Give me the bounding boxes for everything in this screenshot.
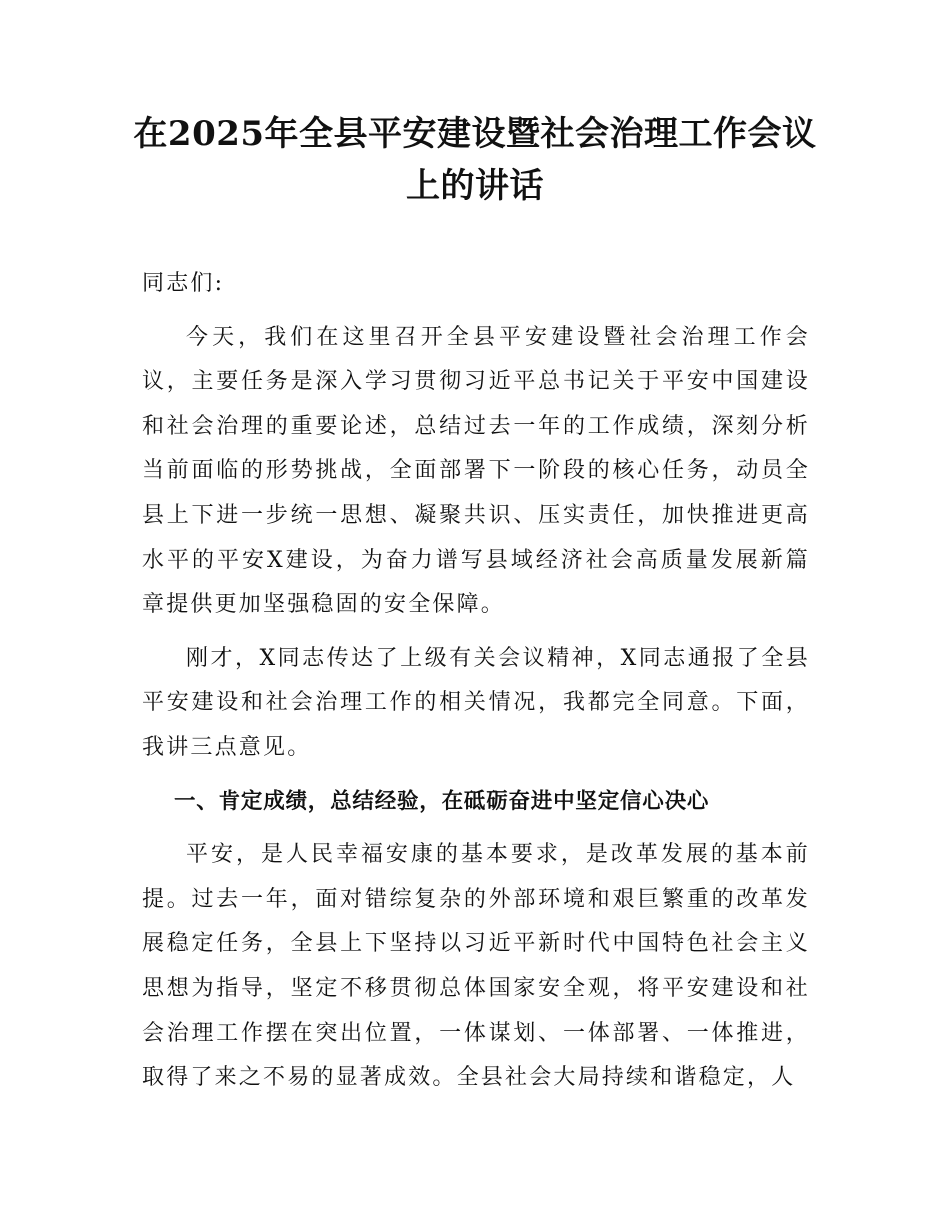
document-body <box>142 262 810 1110</box>
paragraph-agenda: 刚才，X同志传达了上级有关会议精神，X同志通报了全县平安建设和社会治理工作的相关情况，我都完全同意。下面，我讲三点意见。 <box>142 645 810 760</box>
section-heading-1: 一、肯定成绩，总结经验，在砥砺奋进中坚定信心决心 <box>174 788 710 814</box>
document-title: 在2025年全县平安建设暨社会治理工作会议上的讲话 <box>133 114 817 206</box>
paragraph-intro: 今天，我们在这里召开全县平安建设暨社会治理工作会议，主要任务是深入学习贯彻习近平总书记关于平安中国建设和社会治理的重要论述，总结过去一年的工作成绩，深刻分析当前面临的形势挑战，全面部署下一阶段的核心任务，动员全县上下进一步统一思想、凝聚共识、压实责任，加快推进更高水平的平安X建设，为奋力谱写县域经济社会高质量发展新篇章提供更加坚强稳固的安全保障。 <box>142 324 810 618</box>
section-1-paragraph: 平安，是人民幸福安康的基本要求，是改革发展的基本前提。过去一年，面对错综复杂的外部环境和艰巨繁重的改革发展稳定任务，全县上下坚持以习近平新时代中国特色社会主义思想为指导，坚定不移贯彻总体国家安全观，将平安建设和社会治理工作摆在突出位置，一体谋划、一体部署、一体推进，取得了来之不易的显著成效。全县社会大局持续和谐稳定，人 <box>142 842 810 1091</box>
salutation: 同志们: <box>142 271 225 296</box>
